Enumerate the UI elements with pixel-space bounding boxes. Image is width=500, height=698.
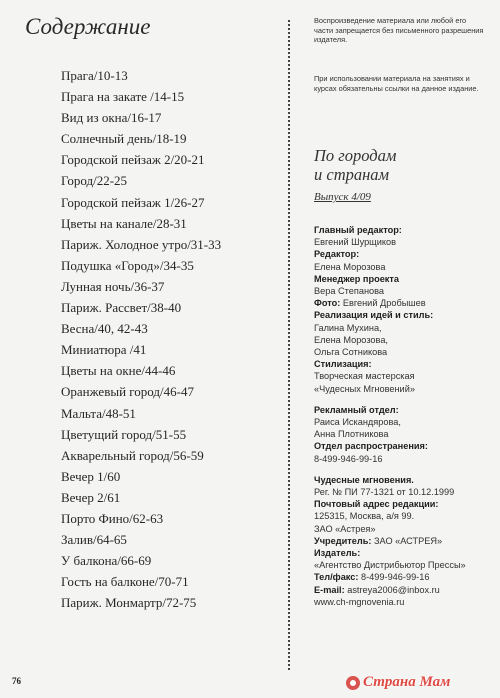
toc-entry: Вид из окна/16-17 bbox=[61, 110, 162, 126]
postal-company: ЗАО «Астрея» bbox=[314, 523, 376, 534]
manager-label: Менеджер проекта bbox=[314, 273, 400, 284]
ads-person: Раиса Искандярова, bbox=[314, 417, 401, 428]
toc-entry: Лунная ночь/36-37 bbox=[61, 278, 165, 294]
founder: ЗАО «АСТРЕЯ» bbox=[373, 535, 443, 546]
toc-entry: Городской пейзаж 2/20-21 bbox=[61, 152, 205, 168]
ideas-author: Галина Мухина, bbox=[314, 322, 382, 333]
distribution-phone: 8-499-946-99-16 bbox=[314, 453, 383, 464]
toc-entry: Подушка «Город»/34-35 bbox=[61, 257, 194, 273]
registration: Рег. № ПИ 77-1321 от 10.12.1999 bbox=[314, 487, 455, 498]
toc-title: Содержание bbox=[25, 14, 151, 39]
ideas-author: Ольга Сотникова bbox=[314, 347, 388, 358]
toc-entry: Цветы на канале/28-31 bbox=[61, 215, 187, 231]
toc-entry: Миниатюра /41 bbox=[61, 342, 147, 358]
chief-editor: Евгений Шурщиков bbox=[314, 237, 396, 248]
toc-entry: Акварельный город/56-59 bbox=[61, 447, 204, 463]
toc-entry: Прага/10-13 bbox=[61, 68, 128, 83]
toc-entry: Цветы на окне/44-46 bbox=[61, 363, 176, 379]
toc-entry: У балкона/66-69 bbox=[61, 553, 152, 569]
publication-title-line: По городам bbox=[314, 146, 397, 165]
email-label: E-mail: bbox=[314, 584, 345, 595]
toc-entry: Вечер 1/60 bbox=[61, 468, 121, 484]
email-line bbox=[314, 584, 484, 596]
postal-label: Почтовый адрес редакции: bbox=[314, 499, 439, 510]
toc-entry: Париж. Холодное утро/31-33 bbox=[61, 236, 222, 252]
toc-entry: Мальта/48-51 bbox=[61, 405, 136, 421]
flower-logo-icon bbox=[346, 676, 360, 690]
publication-issue: Выпуск 4/09 bbox=[314, 191, 371, 203]
publisher-label: Издатель: bbox=[314, 548, 361, 559]
chief-editor-label: Главный редактор: bbox=[314, 225, 402, 235]
toc-entry: Гость на балконе/70-71 bbox=[61, 574, 189, 590]
manager: Вера Степанова bbox=[314, 286, 385, 297]
distribution-label: Отдел распространения: bbox=[314, 441, 428, 452]
toc-entry: Оранжевый город/46-47 bbox=[61, 384, 194, 400]
toc-entry: Весна/40, 42-43 bbox=[61, 321, 148, 337]
ideas-author: Елена Морозова, bbox=[314, 334, 388, 345]
toc-entry: Солнечный день/18-19 bbox=[61, 131, 187, 147]
toc-entry: Городской пейзаж 1/26-27 bbox=[61, 194, 205, 210]
styling: Творческая мастерская bbox=[314, 371, 415, 382]
toc-entry: Прага на закате /14-15 bbox=[61, 89, 185, 105]
toc-entry: Париж. Рассвет/38-40 bbox=[61, 300, 182, 316]
company-name: Чудесные мгновения. bbox=[314, 474, 414, 485]
editor-label: Редактор: bbox=[314, 249, 360, 260]
page-number: 76 bbox=[12, 676, 21, 686]
ads-label: Рекламный отдел: bbox=[314, 404, 399, 415]
toc-entry: Порто Фино/62-63 bbox=[61, 510, 164, 526]
toc-entry: Вечер 2/61 bbox=[61, 489, 121, 505]
publication-title bbox=[314, 146, 484, 184]
ads-person: Анна Плотникова bbox=[314, 429, 389, 440]
phone-line bbox=[314, 571, 484, 583]
watermark-text: Страна Мам bbox=[363, 674, 451, 690]
photo: Евгений Дробышев bbox=[342, 298, 426, 309]
publisher: «Агентство Дистрибьютор Прессы» bbox=[314, 560, 466, 571]
credits-block bbox=[314, 224, 484, 608]
styling: «Чудесных Мгновений» bbox=[314, 383, 415, 394]
photo-line bbox=[314, 297, 484, 309]
email: astreya2006@inbox.ru bbox=[347, 584, 440, 595]
toc-entry: Цветущий город/51-55 bbox=[61, 426, 187, 442]
toc-entry: Париж. Монмартр/72-75 bbox=[61, 595, 197, 611]
watermark bbox=[346, 674, 450, 691]
photo-label: Фото: bbox=[314, 298, 341, 309]
dotted-divider bbox=[288, 20, 290, 670]
publication-title-line: и странам bbox=[314, 165, 390, 184]
copyright-notice: Воспроизведение материала или любой его части запрещается без письменного разрешения издателя. bbox=[314, 16, 484, 45]
phone-label: Тел/факс: bbox=[314, 572, 359, 583]
postal-address: 125315, Москва, а/я 99. bbox=[314, 511, 415, 522]
styling-label: Стилизация: bbox=[314, 359, 372, 370]
reference-notice: При использовании материала на занятиях и курсах обязательны ссылки на данное издание. bbox=[314, 74, 479, 93]
toc-entry: Город/22-25 bbox=[61, 173, 128, 189]
editor: Елена Морозова bbox=[314, 261, 386, 272]
founder-label: Учредитель: bbox=[314, 535, 372, 546]
phone: 8-499-946-99-16 bbox=[361, 572, 430, 583]
ideas-label: Реализация идей и стиль: bbox=[314, 310, 434, 321]
website: www.ch-mgnovenia.ru bbox=[314, 596, 405, 607]
toc-entry: Залив/64-65 bbox=[61, 532, 127, 548]
founder-line bbox=[314, 535, 484, 547]
toc-list bbox=[61, 65, 221, 613]
